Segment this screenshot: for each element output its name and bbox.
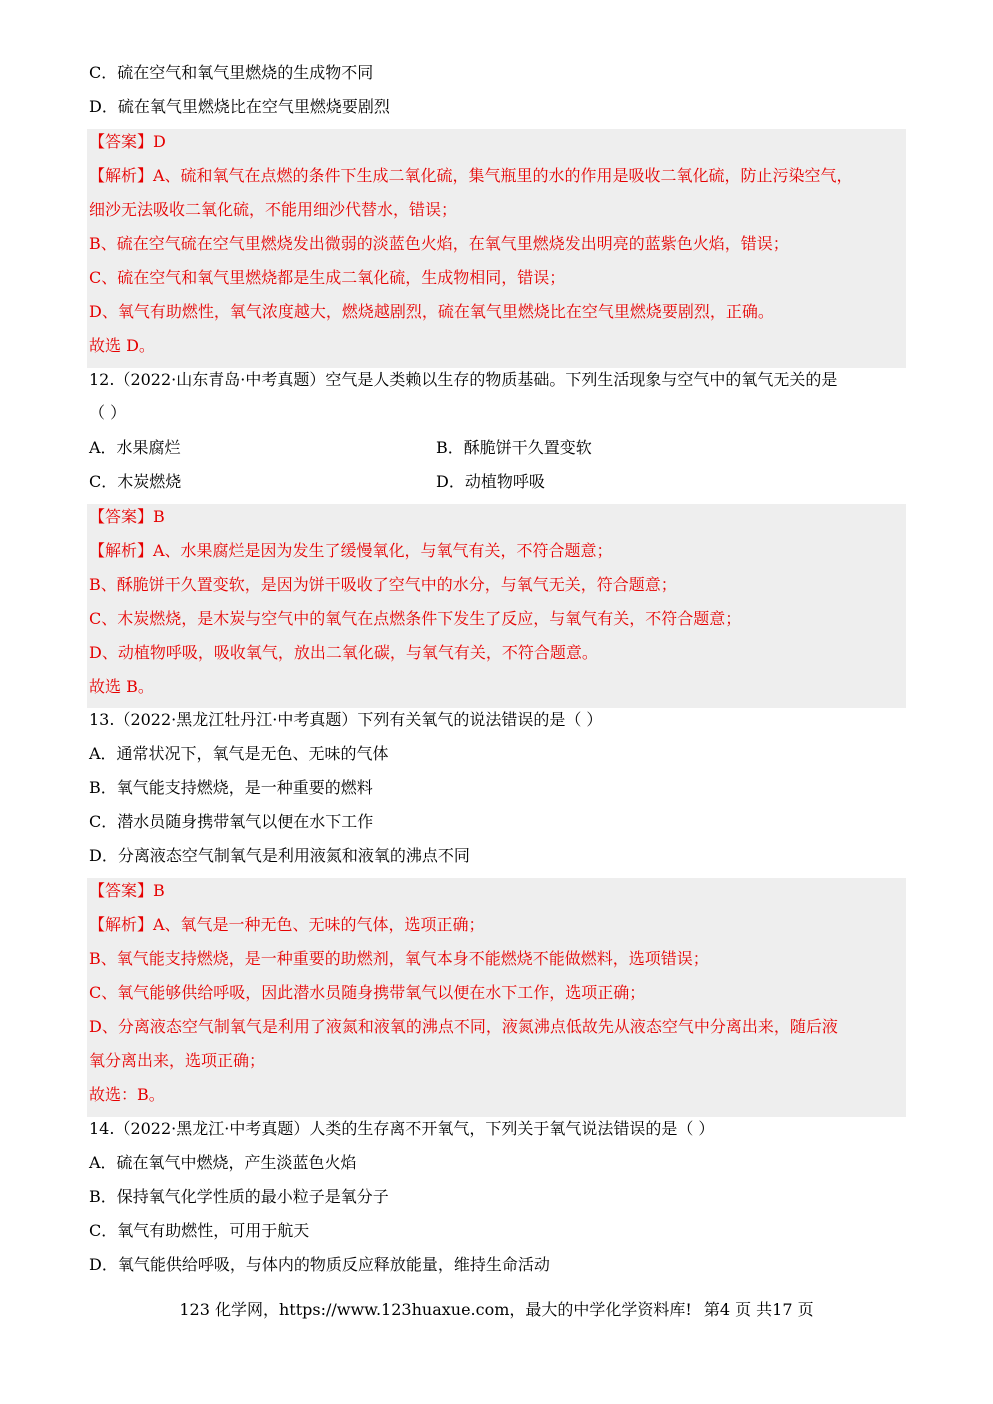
- q13-option-b: B．氧气能支持燃烧，是一种重要的燃料: [89, 778, 373, 797]
- analysis-13-line-4: D、分离液态空气制氧气是利用了液氮和液氧的沸点不同，液氮沸点低故先从液态空气中分离出来，随后液: [89, 1017, 838, 1036]
- analysis-12-conclusion: 故选 B。: [89, 677, 154, 696]
- footer-site-text: 123 化学网，https://www.123huaxue.com，最大的中学化学资料库!: [179, 1300, 692, 1319]
- q12-option-a: A．水果腐烂: [89, 438, 181, 457]
- analysis-12-line-2: B、酥脆饼干久置变软，是因为饼干吸收了空气中的水分，与氧气无关，符合题意；: [89, 575, 677, 594]
- analysis-11-line-2: 细沙无法吸收二氧化硫，不能用细沙代替水，错误；: [89, 200, 458, 219]
- analysis-13-line-1: 【解析】A、氧气是一种无色、无味的气体，选项正确；: [89, 915, 485, 934]
- analysis-11-line-3: B、硫在空气硫在空气里燃烧发出微弱的淡蓝色火焰，在氧气里燃烧发出明亮的蓝紫色火焰，错误；: [89, 234, 789, 253]
- q14-option-c: C．氧气有助燃性，可用于航天: [89, 1221, 310, 1240]
- analysis-13-conclusion: 故选：B。: [89, 1085, 165, 1104]
- analysis-12-line-3: C、木炭燃烧，是木炭与空气中的氧气在点燃条件下发生了反应，与氧气有关，不符合题意；: [89, 609, 742, 628]
- q14-stem: 14.（2022·黑龙江·中考真题）人类的生存离不开氧气，下列关于氧气说法错误的是（ ）: [89, 1119, 715, 1138]
- q14-option-b: B．保持氧气化学性质的最小粒子是氧分子: [89, 1187, 389, 1206]
- q11-option-d: D．硫在氧气里燃烧比在空气里燃烧要剧烈: [89, 97, 390, 116]
- q13-stem: 13.（2022·黑龙江牡丹江·中考真题）下列有关氧气的说法错误的是（ ）: [89, 710, 603, 729]
- analysis-13-line-2: B、氧气能支持燃烧，是一种重要的助燃剂，氧气本身不能燃烧不能做燃料，选项错误；: [89, 949, 709, 968]
- analysis-12-line-1: 【解析】A、水果腐烂是因为发生了缓慢氧化，与氧气有关，不符合题意；: [89, 541, 613, 560]
- page-footer: [0, 1300, 993, 1320]
- analysis-11-line-4: C、硫在空气和氧气里燃烧都是生成二氧化硫，生成物相同，错误；: [89, 268, 566, 287]
- answer-12: 【答案】B: [89, 507, 165, 526]
- analysis-13-line-3: C、氧气能够供给呼吸，因此潜水员随身携带氧气以便在水下工作，选项正确；: [89, 983, 646, 1002]
- q12-option-d: D．动植物呼吸: [436, 472, 545, 491]
- q11-option-c: C．硫在空气和氧气里燃烧的生成物不同: [89, 63, 374, 82]
- q13-option-c: C．潜水员随身携带氧气以便在水下工作: [89, 812, 374, 831]
- q12-blank: （ ）: [89, 403, 127, 422]
- analysis-11-line-1: 【解析】A、硫和氧气在点燃的条件下生成二氧化硫，集气瓶里的水的作用是吸收二氧化硫，防止污染空气，: [89, 166, 853, 185]
- q14-option-a: A．硫在氧气中燃烧，产生淡蓝色火焰: [89, 1153, 357, 1172]
- q14-option-d: D．氧气能供给呼吸，与体内的物质反应释放能量，维持生命活动: [89, 1255, 550, 1274]
- analysis-11-line-5: D、氧气有助燃性，氧气浓度越大，燃烧越剧烈，硫在氧气里燃烧比在空气里燃烧要剧烈，正确。: [89, 302, 774, 321]
- analysis-12-line-4: D、动植物呼吸，吸收氧气，放出二氧化碳，与氧气有关，不符合题意。: [89, 643, 598, 662]
- q12-option-c: C．木炭燃烧: [89, 472, 182, 491]
- answer-box-12: [87, 504, 906, 708]
- q12-option-b: B．酥脆饼干久置变软: [436, 438, 592, 457]
- analysis-11-conclusion: 故选 D。: [89, 336, 155, 355]
- q12-stem: 12.（2022·山东青岛·中考真题）空气是人类赖以生存的物质基础。下列生活现象与空气中的氧气无关的是: [89, 370, 838, 389]
- answer-13: 【答案】B: [89, 881, 165, 900]
- answer-11: 【答案】D: [89, 132, 166, 151]
- q13-option-a: A．通常状况下，氧气是无色、无味的气体: [89, 744, 389, 763]
- q13-option-d: D．分离液态空气制氧气是利用液氮和液氧的沸点不同: [89, 846, 470, 865]
- analysis-13-line-5: 氧分离出来，选项正确；: [89, 1051, 266, 1070]
- footer-page-number: 第4 页 共17 页: [703, 1300, 814, 1319]
